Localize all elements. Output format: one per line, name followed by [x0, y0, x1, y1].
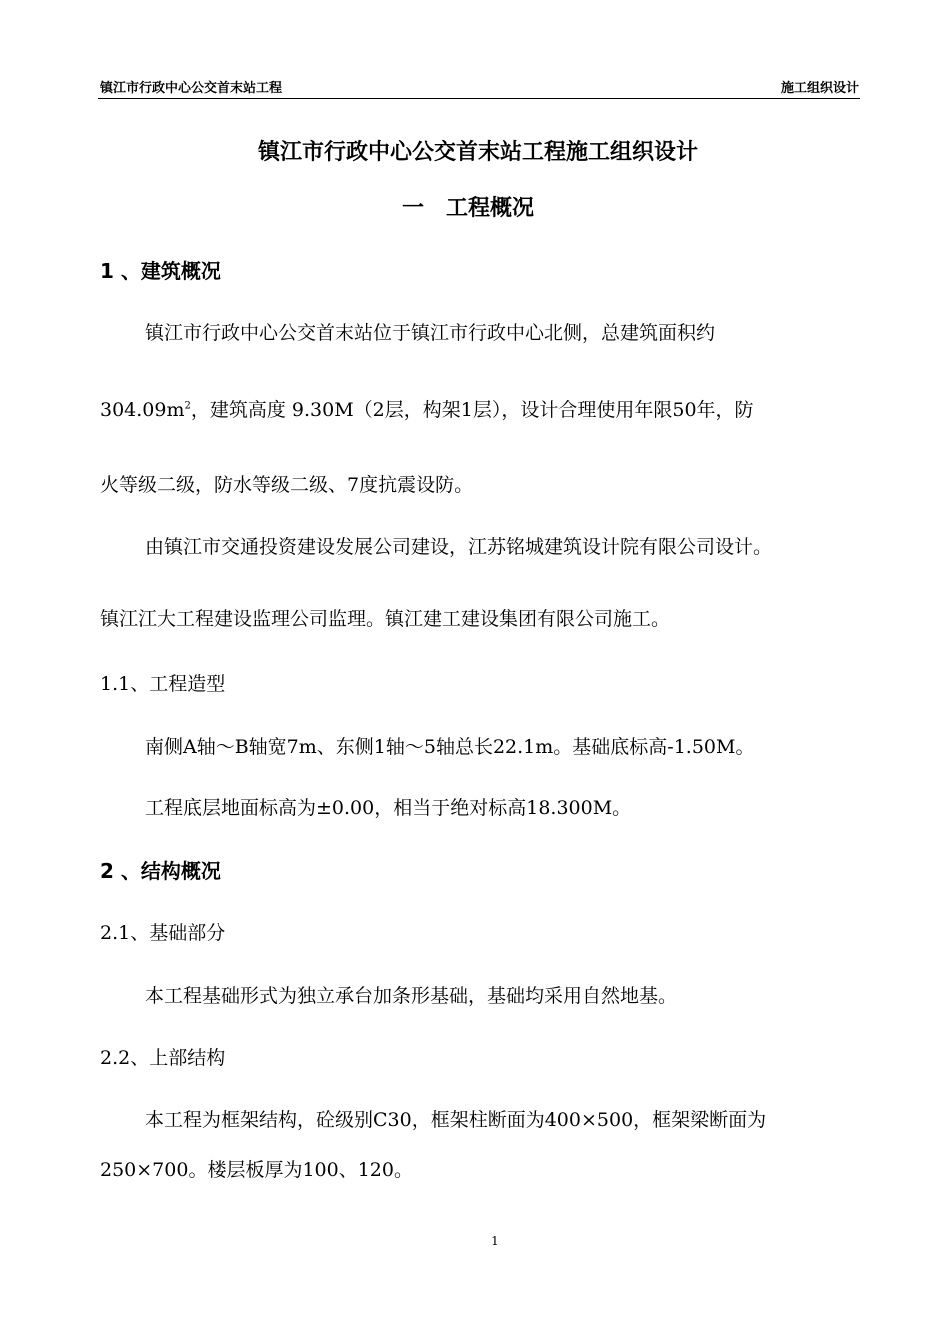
area-unit-superscript: 2	[184, 400, 191, 412]
header-project-name: 镇江市行政中心公交首末站工程	[100, 81, 283, 96]
subheading-superstructure: 2.2、上部结构	[100, 1047, 226, 1069]
area-value: 304.09m	[100, 399, 185, 421]
paragraph-line: 本工程基础形式为独立承台加条形基础，基础均采用自然地基。	[145, 985, 678, 1007]
paragraph-line: 镇江市行政中心公交首末站位于镇江市行政中心北侧，总建筑面积约	[145, 322, 716, 344]
paragraph-line: 工程底层地面标高为±0.00，相当于绝对标高18.300M。	[145, 797, 632, 819]
heading-building-overview: 1 、建筑概况	[100, 259, 221, 283]
subheading-foundation: 2.1、基础部分	[100, 922, 226, 944]
header-doc-type: 施工组织设计	[780, 81, 859, 96]
paragraph-line: 250×700。楼层板厚为100、120。	[100, 1159, 413, 1181]
paragraph-line: 由镇江市交通投资建设发展公司建设，江苏铭城建筑设计院有限公司设计。	[145, 536, 773, 558]
section-heading: 一 工程概况	[402, 196, 535, 221]
heading-structure-overview: 2 、结构概况	[100, 859, 221, 883]
page-number: 1	[491, 1234, 499, 1248]
paragraph-text: ，建筑高度 9.30M（2层，构架1层），设计合理使用年限50年，防	[190, 399, 754, 421]
header-divider	[98, 98, 860, 99]
paragraph-line: 南侧A轴～B轴宽7m、东侧1轴～5轴总长22.1m。基础底标高-1.50M。	[145, 736, 755, 758]
subheading-engineering-shape: 1.1、工程造型	[100, 673, 226, 695]
paragraph-line: 镇江江大工程建设监理公司监理。镇江建工建设集团有限公司施工。	[100, 608, 671, 630]
document-title: 镇江市行政中心公交首末站工程施工组织设计	[258, 140, 699, 165]
paragraph-line: 本工程为框架结构，砼级别C30，框架柱断面为400×500，框架梁断面为	[145, 1109, 767, 1131]
paragraph-line	[100, 395, 754, 425]
paragraph-line: 火等级二级，防水等级二级、7度抗震设防。	[100, 474, 474, 496]
